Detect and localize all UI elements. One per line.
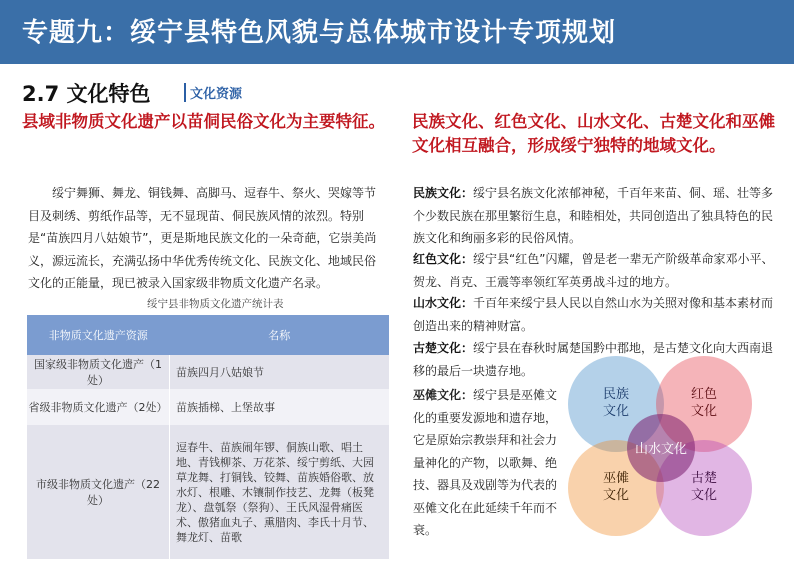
culture-item-label: 古楚文化： (413, 341, 474, 355)
table-row (27, 425, 389, 559)
table-header-cell: 非物质文化遗产资源 (27, 315, 170, 355)
table-header-cell: 名称 (170, 315, 390, 355)
table-row (27, 389, 389, 425)
table-cell-names: 苗族插梯、上堡故事 (170, 389, 390, 425)
culture-venn-diagram (566, 354, 792, 554)
section-subtitle: 文化资源 (184, 83, 242, 102)
culture-item-text: 绥宁县是巫傩文化的重要发源地和遗存地，它是原始宗教崇拜和社会力量神化的产物，以歌舞、绝技、器具及戏剧等为代表的巫傩文化在此延续千年而不衰。 (413, 388, 558, 537)
venn-label-ethnic: 民族文化 (602, 387, 630, 419)
culture-item-nuo (413, 384, 563, 542)
culture-item-label: 红色文化： (413, 252, 474, 266)
culture-item-ethnic (413, 182, 783, 250)
table-cell-level: 省级非物质文化遗产（2处） (27, 389, 170, 425)
venn-label-landscape: 山水文化 (634, 442, 688, 457)
culture-item-red (413, 248, 783, 293)
culture-item-label: 山水文化： (413, 296, 474, 310)
venn-label-chu: 古楚文化 (690, 471, 718, 503)
venn-label-red: 红色文化 (690, 387, 718, 419)
culture-item-text: 绥宁县在春秋时属楚国黔中郡地，是古楚文化向大西南退移的最后一块遗存地。 (413, 341, 774, 378)
table-cell-names: 逗春牛、苗族闹年锣、侗族山歌、唱土地、青钱柳茶、万花茶、绥宁剪纸、大园草龙舞、打铜钱、铰舞、苗族婚俗歌、放水灯、根雕、木镶制作技艺、龙舞（板凳龙）、盘瓠祭（祭狗）、王氏风湿骨痛医术、傲猪血丸子、熏腊肉、李氏十月节、舞龙灯、苗歌 (170, 425, 390, 559)
title-banner (0, 0, 794, 64)
venn-label-nuo: 巫傩文化 (602, 471, 630, 503)
table-cell-level: 国家级非物质文化遗产（1处） (27, 355, 170, 389)
table-caption: 绥宁县非物质文化遗产统计表 (147, 298, 284, 310)
table-row (27, 355, 389, 389)
right-headline: 民族文化、红色文化、山水文化、古楚文化和巫傩文化相互融合，形成绥宁独特的地域文化。 (412, 112, 775, 155)
culture-item-landscape (413, 292, 783, 337)
left-headline: 县域非物质文化遗产以苗侗民俗文化为主要特征。 (22, 112, 385, 131)
page-title: 专题九：绥宁县特色风貌与总体城市设计专项规划 (22, 18, 617, 48)
culture-item-text: 千百年来绥宁县人民以自然山水为关照对像和基本素材而创造出来的精神财富。 (413, 296, 774, 333)
culture-item-label: 民族文化： (413, 186, 474, 200)
heritage-table (27, 315, 389, 559)
table-cell-names: 苗族四月八姑娘节 (170, 355, 390, 389)
culture-item-text: 绥宁县“红色”闪耀，曾是老一辈无产阶级革命家邓小平、贺龙、肖克、王震等率领红军英勇战斗过的地方。 (413, 252, 774, 289)
section-title: 2.7 文化特色 (22, 82, 151, 106)
table-cell-level: 市级非物质文化遗产（22处） (27, 425, 170, 559)
culture-item-text: 绥宁县名族文化浓郁神秘，千百年来苗、侗、瑶、壮等多个少数民族在那里繁衍生息，和睦相处，共同创造出了独具特色的民族文化和绚丽多彩的民俗风情。 (413, 186, 774, 245)
left-paragraph: 绥宁舞狮、舞龙、铜钱舞、高脚马、逗春牛、祭火、哭嫁等节目及刺绣、剪纸作品等，无不显现苗、侗民族风情的浓烈。特别是“苗族四月八姑娘节”，更是斯地民族文化的一朵奇葩，它崇美尚义，源远流长，充满弘扬中华优秀传统文化、民族文化、地域民俗文化的正能量，现已被录入国家级非物质文化遗产名录。 (28, 186, 377, 290)
table-header-row (27, 315, 389, 355)
culture-item-label: 巫傩文化： (413, 388, 474, 402)
